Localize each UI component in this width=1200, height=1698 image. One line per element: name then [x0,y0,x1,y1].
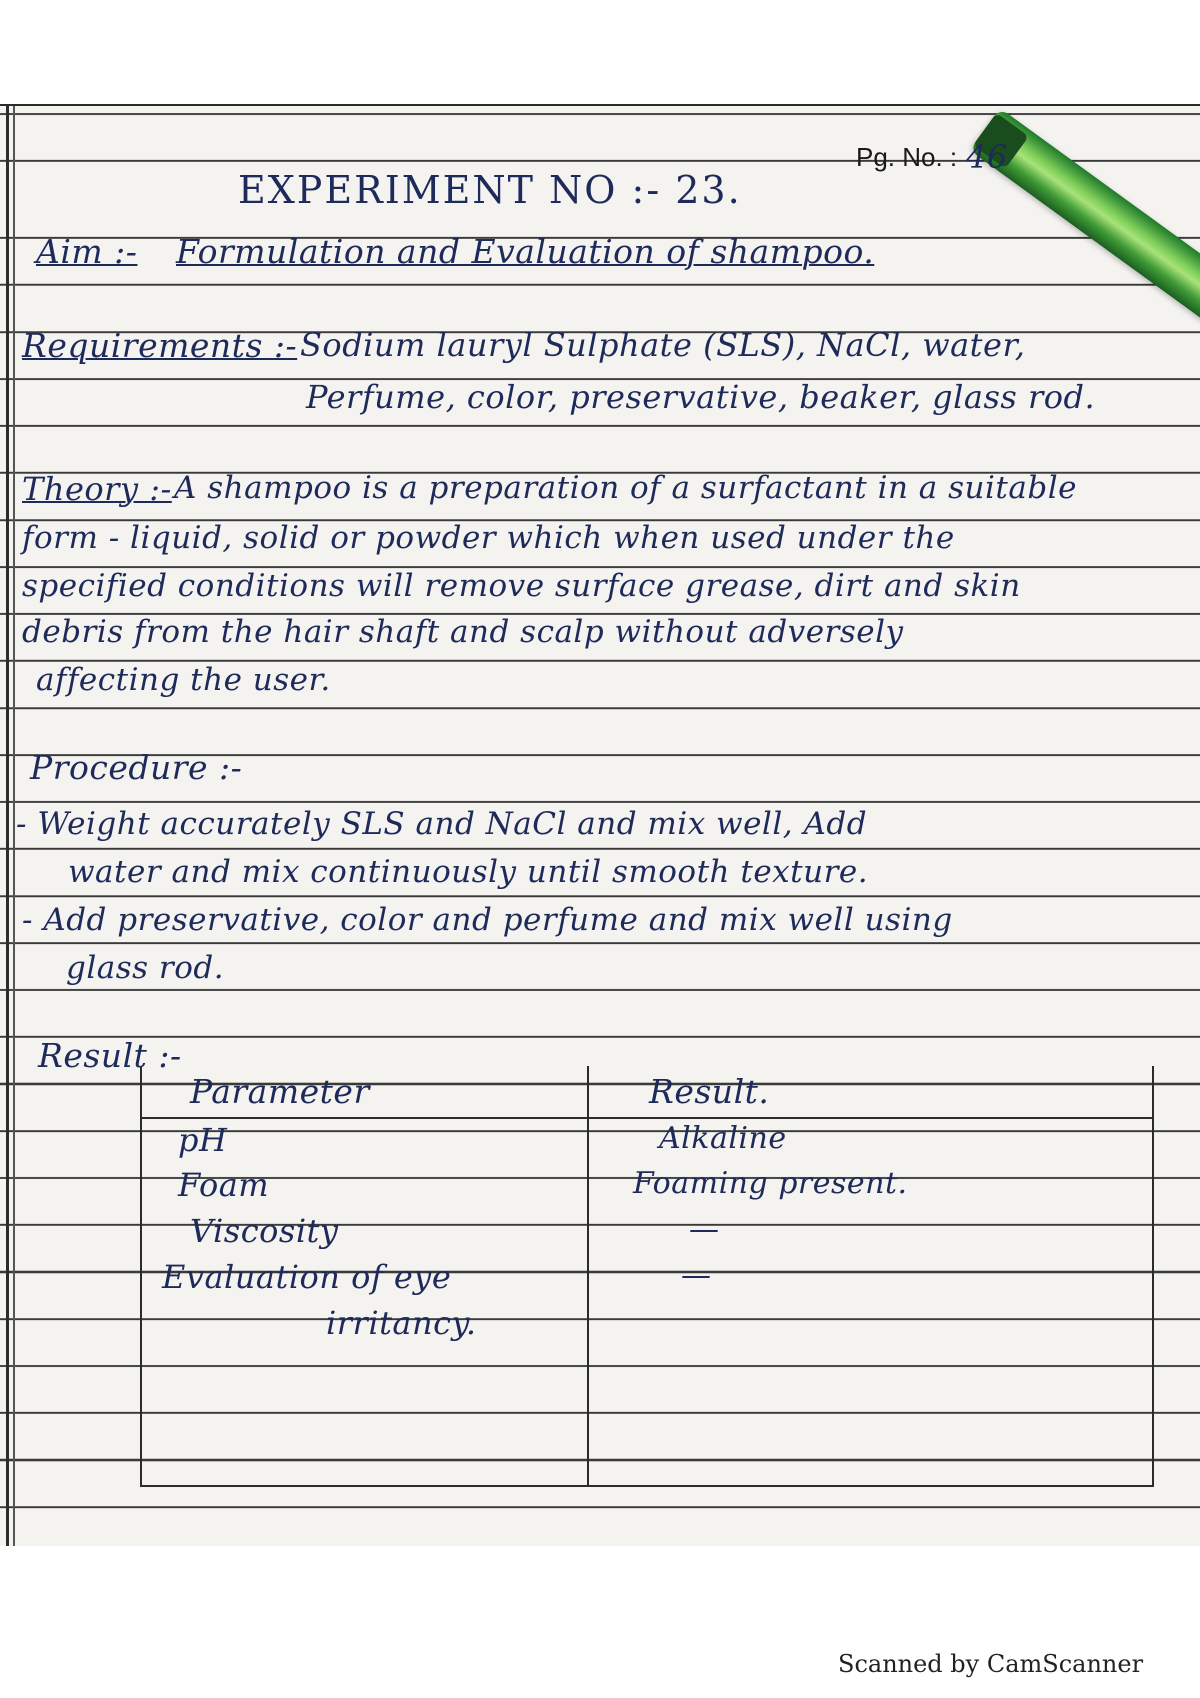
requirements-line-2: Perfume, color, preservative, beaker, glass rod. [306,378,1096,416]
theory-line-3: specified conditions will remove surface grease, dirt and skin [22,568,1021,604]
procedure-heading: Procedure :- [30,748,243,787]
parameter-cell: irritancy. [326,1304,477,1342]
result-table [140,1066,1154,1487]
table-row [141,1302,1153,1348]
theory-line-1: A shampoo is a preparation of a surfactant in a suitable [174,470,1077,506]
requirements-line-1: Sodium lauryl Sulphate (SLS), NaCl, water, [300,326,1026,364]
parameter-cell: Evaluation of eye [162,1258,452,1296]
parameter-cell: Foam [178,1166,270,1204]
theory-line-4: debris from the hair shaft and scalp without adversely [22,614,904,650]
table-row [141,1164,1153,1210]
margin-line [6,106,9,1546]
aim-text: Formulation and Evaluation of shampoo. [176,232,875,271]
result-heading: Result :- [38,1036,182,1075]
result-cell: Foaming present. [633,1166,908,1201]
column-header-result: Result. [588,1066,1153,1118]
table-row [141,1210,1153,1256]
result-cell: — [689,1212,720,1247]
margin-line-inner [13,106,15,1546]
result-cell: Alkaline [659,1121,787,1156]
procedure-step-2-line-1: - Add preservative, color and perfume and mix well using [22,902,953,938]
aim-heading: Aim :- [36,232,138,271]
page-number-value: 46 [966,138,1008,176]
experiment-title: EXPERIMENT NO :- 23. [238,168,742,212]
procedure-step-2-line-2: glass rod. [66,950,225,986]
requirements-heading: Requirements :- [22,326,298,365]
parameter-cell: pH [178,1121,228,1159]
theory-line-5: affecting the user. [36,662,331,698]
parameter-cell: Viscosity [190,1212,339,1250]
procedure-step-1-line-2: water and mix continuously until smooth texture. [68,854,869,890]
page-number-label: Pg. No. : [856,142,958,172]
procedure-step-1-line-1: - Weight accurately SLS and NaCl and mix well, Add [16,806,868,842]
table-row [141,1256,1153,1302]
column-header-parameter: Parameter [141,1066,588,1118]
theory-heading: Theory :- [22,470,172,508]
result-cell: — [681,1258,712,1293]
scanner-watermark: Scanned by CamScanner [838,1650,1144,1678]
theory-line-2: form - liquid, solid or powder which when used under the [22,520,955,556]
table-row [141,1118,1153,1164]
table-row-empty [141,1348,1153,1486]
